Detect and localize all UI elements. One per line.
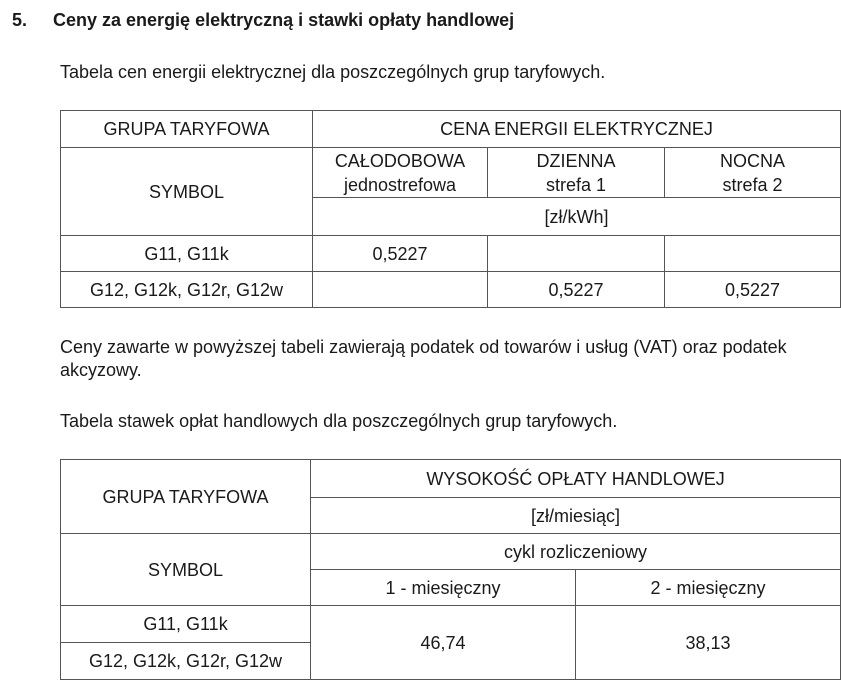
column-header-cell [313,148,488,198]
fee-header-cell: WYSOKOŚĆ OPŁATY HANDLOWEJ [311,460,841,498]
trade-fee-table [60,459,841,680]
table-row [61,148,841,198]
column-header-line2: jednostrefowa [343,174,457,195]
column-header-line1: DZIENNA [536,150,616,171]
symbol-header-cell: SYMBOL [61,534,311,606]
price-cell: 0,5227 [313,236,488,272]
unit-cell: [zł/miesiąc] [311,498,841,534]
table2-caption: Tabela stawek opłat handlowych dla poszczególnych grup taryfowych. [60,411,618,431]
column-header-cell [665,148,841,198]
table1-caption: Tabela cen energii elektrycznej dla poszczególnych grup taryfowych. [60,62,606,82]
section-title: Ceny za energię elektryczną i stawki opłaty handlowej [53,10,515,30]
group-header-cell: GRUPA TARYFOWA [61,111,313,148]
fee-value-cell: 46,74 [311,606,576,680]
symbol-header-cell: SYMBOL [61,148,313,236]
vat-note-line2: akcyzowy. [60,360,142,380]
cycle-header-cell: cykl rozliczeniowy [311,534,841,570]
price-cell [313,272,488,308]
column-header-cell [488,148,665,198]
symbol-cell: G12, G12k, G12r, G12w [61,272,313,308]
group-header-cell: GRUPA TARYFOWA [61,460,311,534]
table-row [61,606,841,643]
column-header-line1: CAŁODOBOWA [334,150,466,171]
table-row [61,111,841,148]
section-heading [12,10,514,31]
vat-note-line1: Ceny zawarte w powyższej tabeli zawierają podatek od towarów i usług (VAT) oraz podatek [60,337,787,357]
column-header-line2: strefa 1 [545,174,607,195]
vat-note [60,336,787,382]
unit-cell: [zł/kWh] [313,198,841,236]
symbol-cell: G11, G11k [61,236,313,272]
table-row [61,534,841,570]
price-cell [665,236,841,272]
fee-value-cell: 38,13 [576,606,841,680]
price-cell: 0,5227 [488,272,665,308]
table-row [61,236,841,272]
cycle-column-cell: 1 - miesięczny [311,570,576,606]
table-row [61,460,841,498]
section-number: 5. [12,10,28,30]
price-cell: 0,5227 [665,272,841,308]
symbol-cell: G12, G12k, G12r, G12w [61,643,311,680]
price-cell [488,236,665,272]
column-header-line1: NOCNA [720,150,786,171]
cycle-column-cell: 2 - miesięczny [576,570,841,606]
price-header-cell: CENA ENERGII ELEKTRYCZNEJ [313,111,841,148]
symbol-cell: G11, G11k [61,606,311,643]
table-row [61,272,841,308]
column-header-line2: strefa 2 [722,174,783,195]
energy-price-table [60,110,841,308]
